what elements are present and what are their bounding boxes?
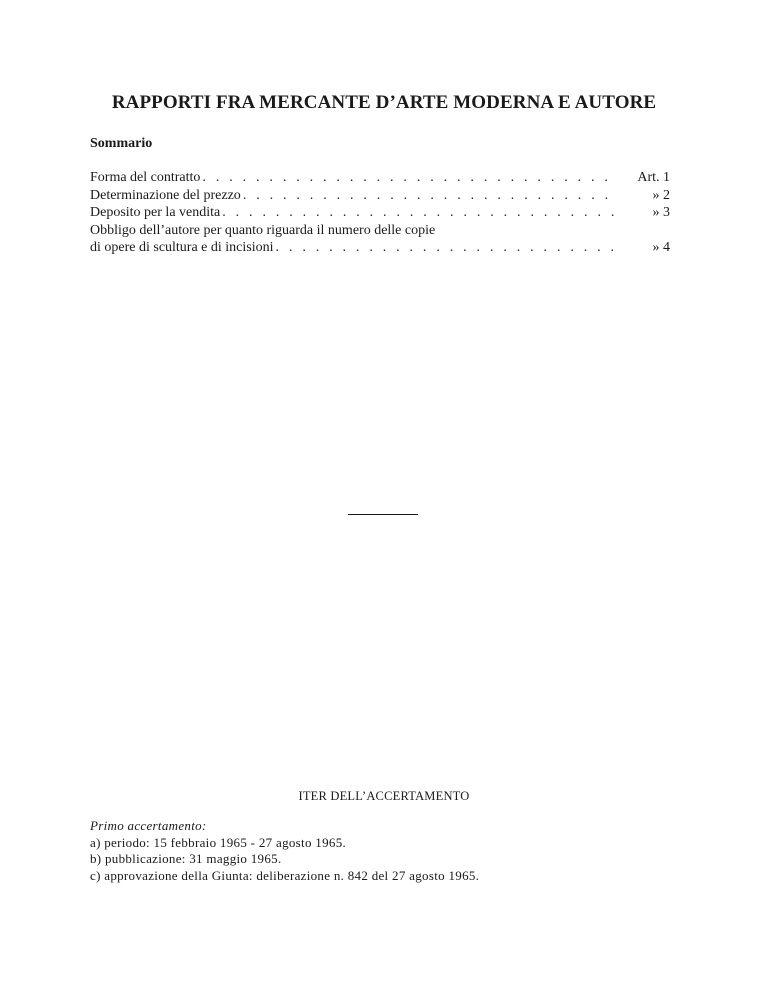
toc-entry-label: Determinazione del prezzo [90,187,241,203]
toc-entry-ref: » 3 [652,205,670,220]
iter-heading: ITER DELL’ACCERTAMENTO [298,789,470,803]
toc-entry-label: di opere di scultura e di incisioni [90,240,274,255]
toc-entry [90,204,670,222]
toc-entry-ref: » 2 [652,187,670,203]
document-title: RAPPORTI FRA MERCANTE D’ARTE MODERNA E AUTORE [111,92,657,113]
toc-entry-continued [90,222,670,240]
iter-line: b) pubblicazione: 31 maggio 1965. [90,851,282,866]
toc-entry-label: Deposito per la vendita [90,205,221,220]
iter-line: a) periodo: 15 febbraio 1965 - 27 agosto 1965. [90,834,347,850]
toc-entry [90,239,670,257]
toc-leader-dots [276,239,618,257]
toc-leader-dots [243,187,618,205]
toc-entry-label: Forma del contratto [90,170,201,185]
iter-subheading: Primo accertamento: [90,818,207,833]
toc-entry [90,187,670,205]
toc-leader-dots [222,204,618,222]
toc-leader-dots [202,169,618,187]
iter-line: c) approvazione della Giunta: deliberazione n. 842 del 27 agosto 1965. [90,867,480,883]
sommario-heading: Sommario [90,136,153,151]
toc-entry-label-line1: Obbligo dell’autore per quanto riguarda il numero delle copie [90,222,436,238]
iter-details [90,818,479,884]
toc-entry [90,169,670,187]
section-divider [348,514,418,515]
toc-entry-ref: Art. 1 [637,170,670,185]
toc-entry-ref: » 4 [652,240,670,255]
table-of-contents [90,169,670,257]
